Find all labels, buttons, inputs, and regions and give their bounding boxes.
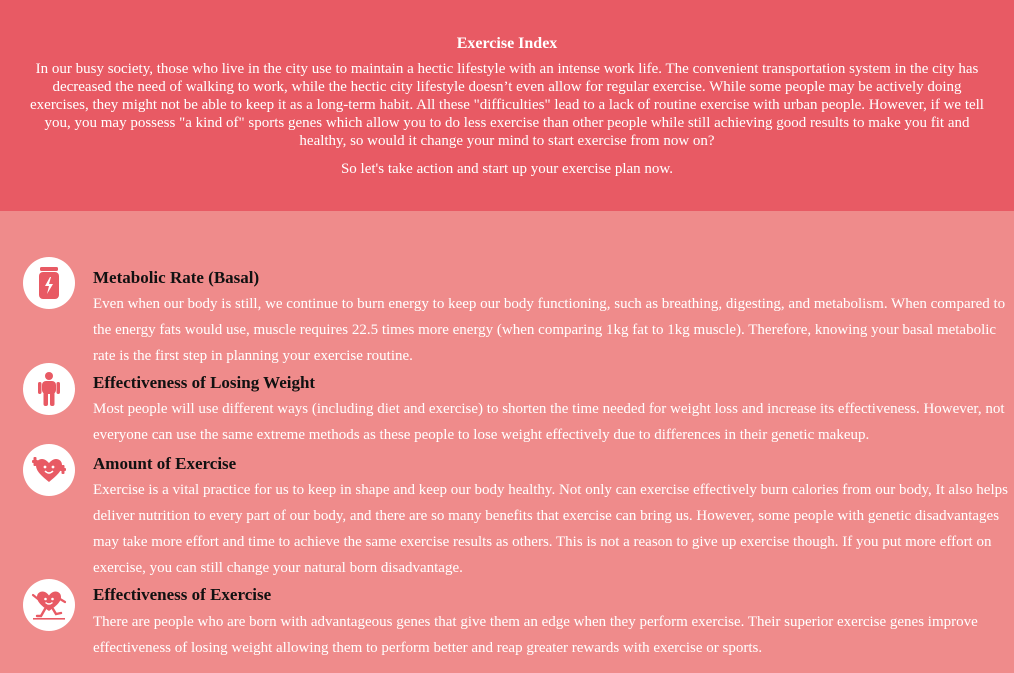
feature-description: Even when our body is still, we continue to burn energy to keep our body functioning, such as breathing, digesting, and metabolism. When compared to the energy fats would use, muscle requires 22.5 times more energy (when comparing 1kg fat to 1kg muscle). Therefore, knowing your basal metabolic rate is the first step in planning your exercise routine. — [93, 296, 1006, 364]
intro-paragraph: In our busy society, those who live in the city use to maintain a hectic lifestyle with an intense work life. The convenient transportation system in the city has decreased the need of walking to work, while the hectic city lifestyle doesn’t even allow for regular exercise. While some people may be actively doing exercises, they might not be able to keep it as a long-term habit. All these "difficulties" lead to a lack of routine exercise with urban people. However, if we tell you, you may possess "a kind of" sports genes which allow you to do less exercise than other people while still achieving good results to make you fit and healthy, so would it change your mind to start exercise from now on? — [30, 61, 984, 149]
call-to-action-text: So let's take action and start up your exercise plan now. — [340, 161, 674, 177]
feature-description: Most people will use different ways (including diet and exercise) to shorten the time needed for weight loss and increase its effectiveness. However, not everyone can use the same extreme methods as these people to lose weight effectively due to differences in their genetic makeup. — [93, 401, 1005, 443]
battery-icon — [23, 257, 75, 309]
feature-title: Effectiveness of Exercise — [93, 585, 272, 604]
feature-title: Effectiveness of Losing Weight — [93, 373, 316, 392]
heart-dumbbell-icon — [23, 444, 75, 496]
feature-description: There are people who are born with advantageous genes that give them an edge when they perform exercise. Their superior exercise genes improve effectiveness of losing weight allowing them to perform better and reap greater rewards with exercise or sports. — [93, 614, 978, 656]
hero-banner — [0, 0, 1014, 211]
feature-description: Exercise is a vital practice for us to keep in shape and keep our body healthy. Not only can exercise effectively burn calories from our body, It also helps deliver nutrition to every part of our body, and there are so many benefits that exercise can bring us. However, some people with genetic disadvantages may take more effort and time to achieve the same exercise results as others. This is not a reason to give up exercise though. If you put more effort on exercise, you can still change your natural born disadvantage. — [93, 482, 1008, 576]
heart-runner-icon — [23, 579, 75, 631]
feature-title: Metabolic Rate (Basal) — [93, 268, 260, 287]
person-icon — [23, 363, 75, 415]
page-title: Exercise Index — [456, 35, 558, 52]
feature-title: Amount of Exercise — [93, 454, 237, 473]
